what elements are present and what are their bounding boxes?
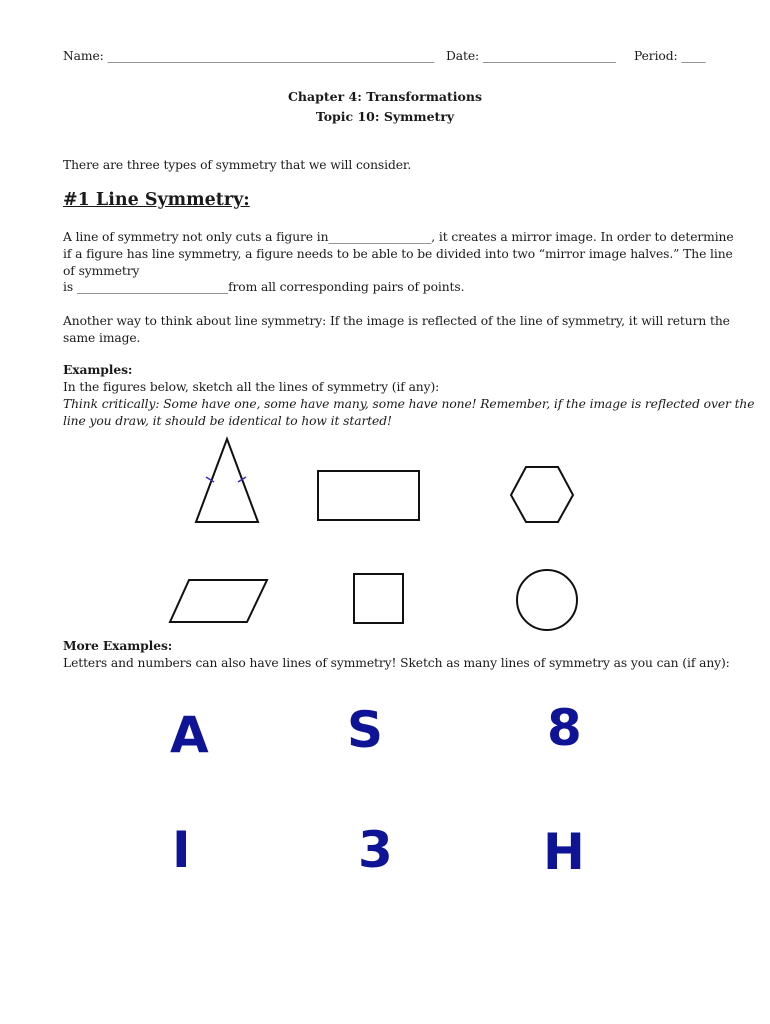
paragraph-line: is _________________________from all corresponding pairs of points. [63,280,465,294]
more-examples-instruction: Letters and numbers can also have lines of symmetry! Sketch as many lines of symmetry as you can (if any): [63,656,730,670]
triangle-figure [190,435,265,530]
examples-instruction: In the figures below, sketch all the lines of symmetry (if any): [63,380,440,394]
topic-title: Topic 10: Symmetry [315,109,455,124]
chapter-title: Chapter 4: Transformations [287,89,483,104]
rectangle-figure [316,469,422,523]
name-field[interactable]: Name: ______________________________________________________ [63,49,435,63]
more-examples-heading: More Examples: [63,638,173,653]
hexagon-figure [508,464,576,526]
examples-hint: line you draw, it should be identical to how it started! [63,414,392,428]
glyph-number-3: 3 [358,821,393,879]
paragraph-line: Another way to think about line symmetry: If the image is reflected of the line of symmetry, it will return the [63,314,730,328]
examples-heading: Examples: [63,362,133,377]
examples-hint: Think critically: Some have one, some have many, some have none! Remember, if the image is reflected over the [63,397,755,411]
glyph-letter-i: I [172,821,191,879]
paragraph-line: of symmetry [63,264,140,278]
glyph-letter-h: H [543,823,585,881]
paragraph-line: A line of symmetry not only cuts a figure in_________________, it creates a mirror image. In order to determine [63,230,734,244]
intro-text: There are three types of symmetry that we will consider. [63,158,412,172]
glyph-letter-s: S [347,701,384,759]
date-field[interactable]: Date: ______________________ [446,49,616,63]
period-field[interactable]: Period: ____ [634,49,706,63]
square-figure [352,572,406,626]
glyph-letter-a: A [170,706,209,764]
parallelogram-figure [167,577,271,625]
glyph-number-8: 8 [547,699,582,757]
circle-figure [514,567,580,633]
paragraph-line: if a figure has line symmetry, a figure needs to be able to be divided into two “mirror image halves.” The line [63,247,733,261]
paragraph-line: same image. [63,331,141,345]
section-heading-line-symmetry: #1 Line Symmetry: [63,190,250,210]
